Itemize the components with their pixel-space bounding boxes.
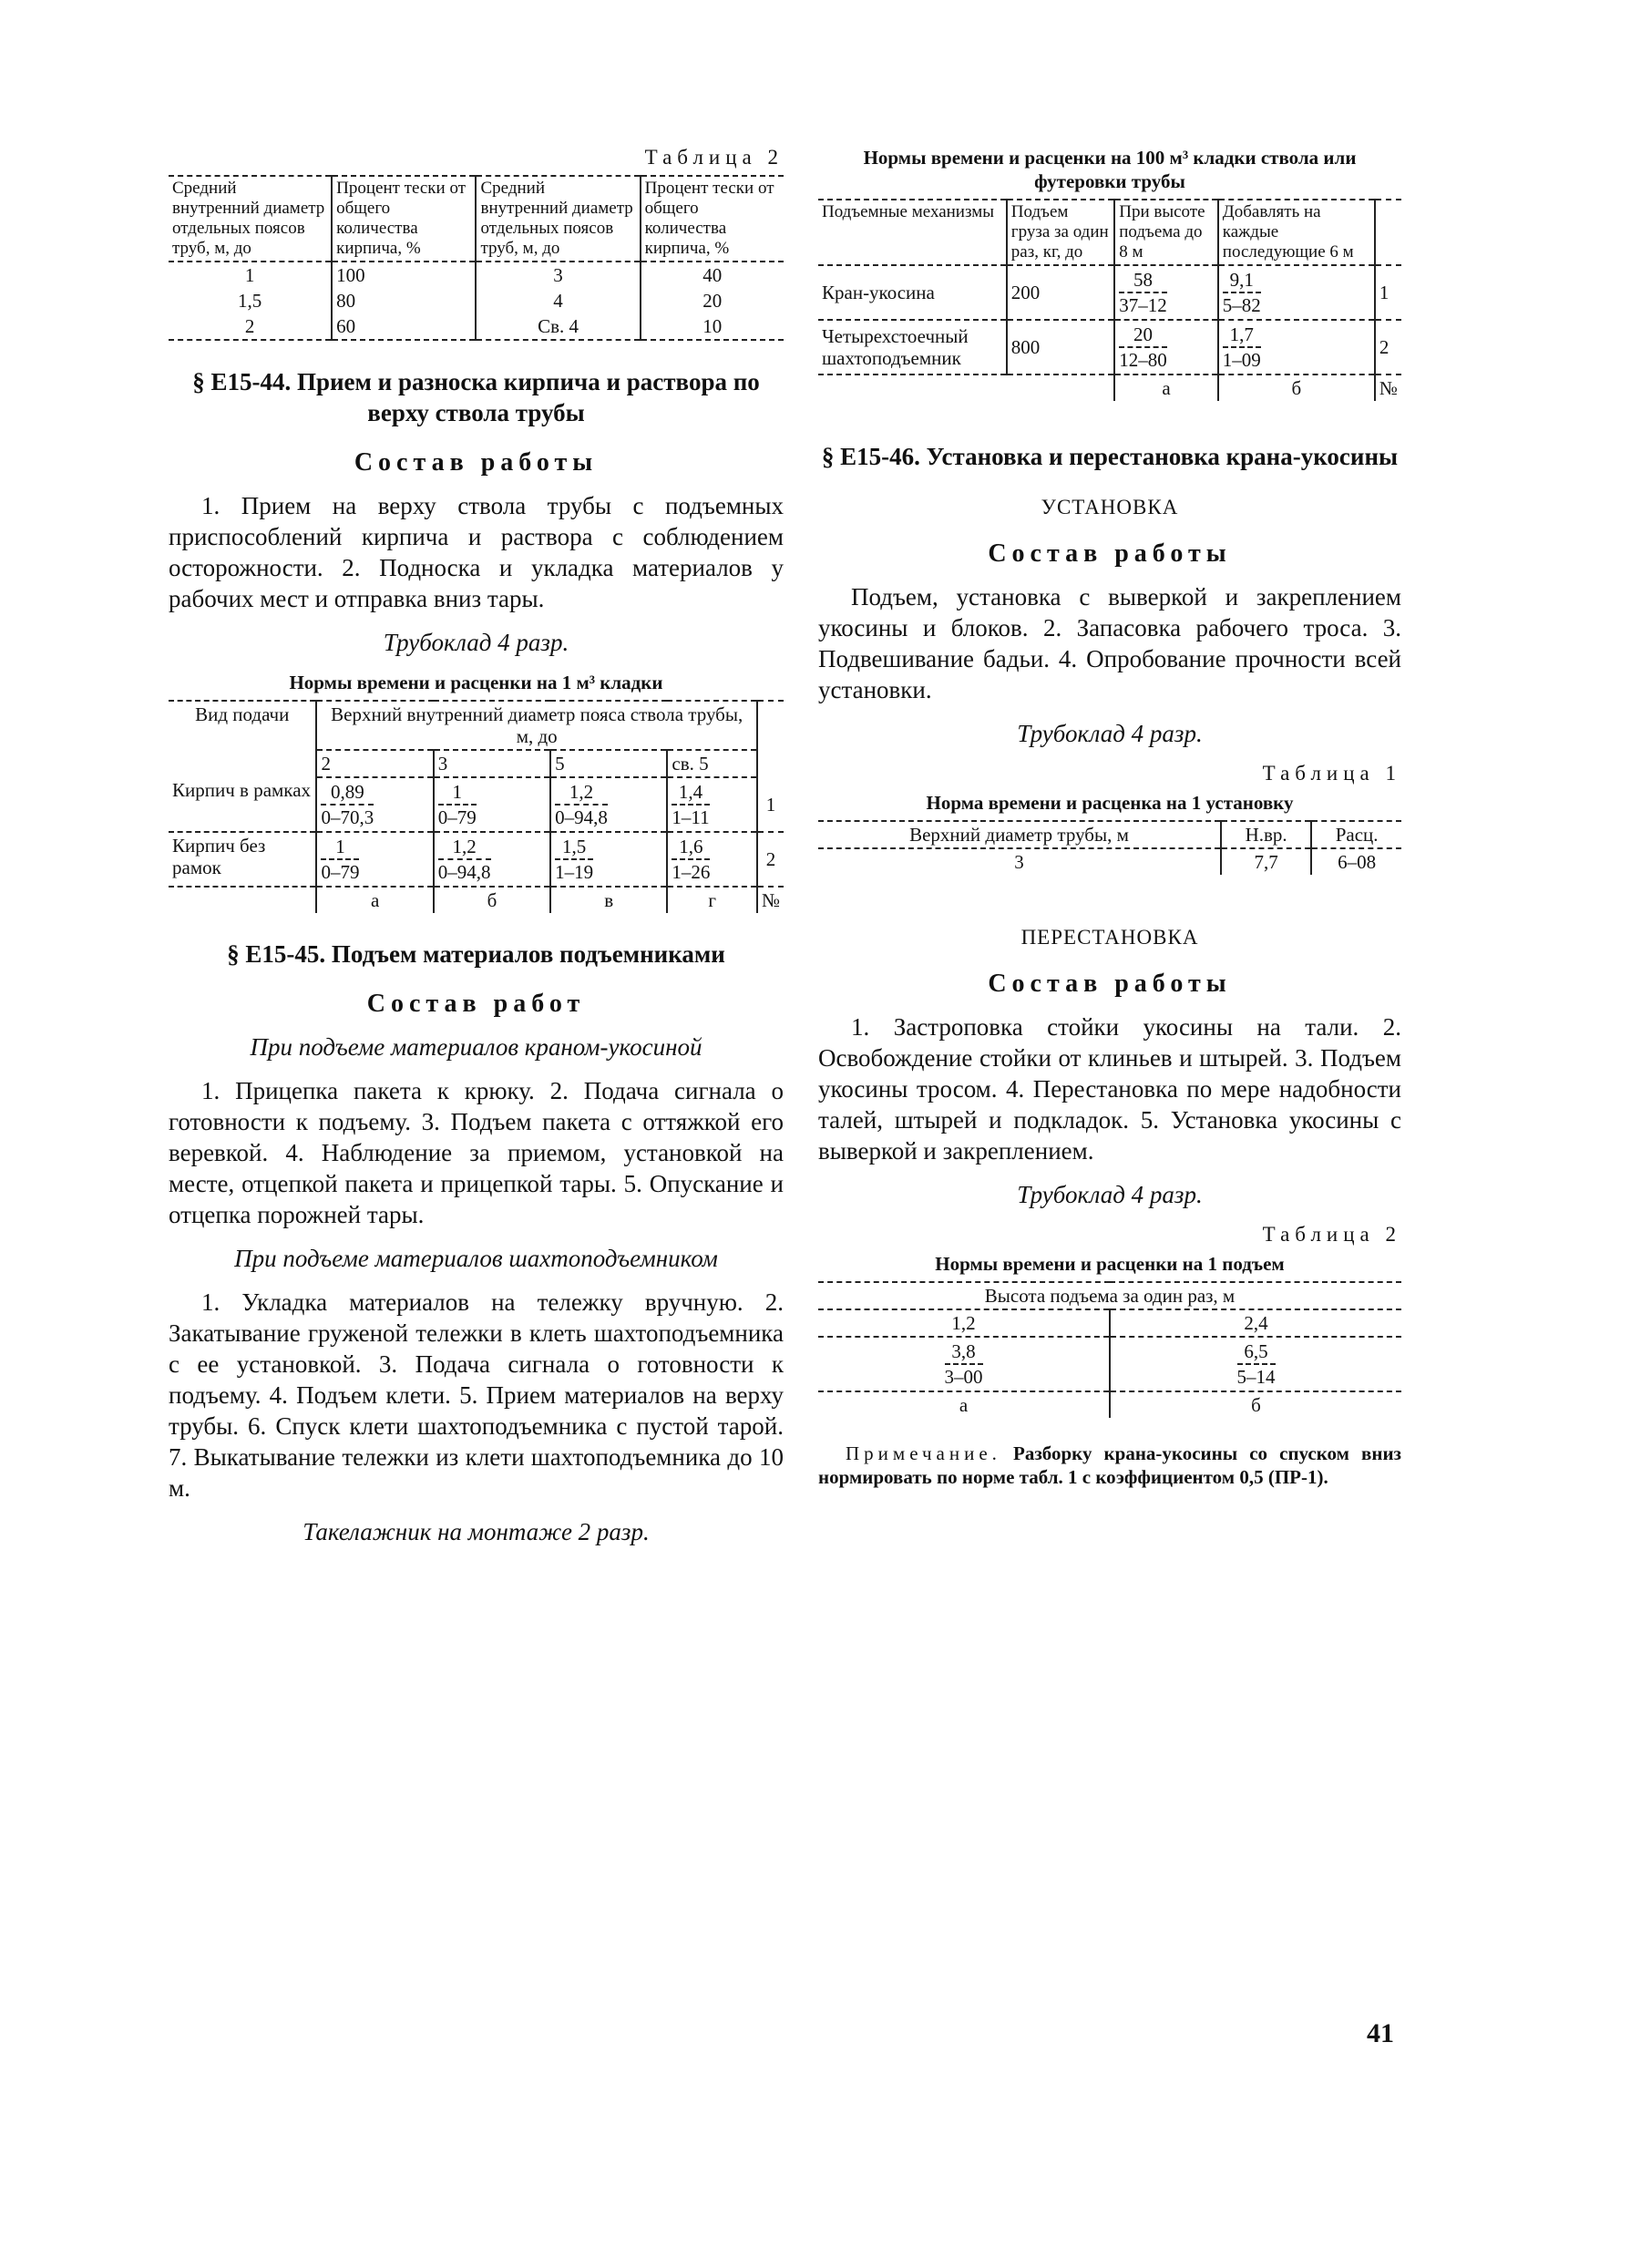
- section-title: § Е15-46. Установка и перестановка крана-укосины: [821, 443, 1399, 470]
- row-number: 1: [1375, 265, 1401, 320]
- column-header: 2,4: [1110, 1309, 1401, 1337]
- table-row: [169, 777, 784, 832]
- paragraph: 1. Прием на верху ствола трубы с подъемных приспособлений кирпича и раствора с соблюдением осторожности. 2. Подноска и укладка материалов у рабочих мест и отправка вниз тары.: [169, 492, 784, 612]
- table-label: Таблица 2: [1262, 1223, 1401, 1246]
- rate-value: 0–94,8: [555, 804, 608, 829]
- table-caption: Норма времени и расценка на 1 установку: [926, 792, 1294, 814]
- table-header-row: [818, 821, 1401, 848]
- column-header: 1,2: [818, 1309, 1110, 1337]
- table-header: Добавлять на каждые последующие 6 м: [1218, 200, 1375, 265]
- rate-value: 0–94,8: [438, 858, 491, 884]
- norm-value: 1,6: [679, 836, 703, 857]
- letter-row: [818, 1391, 1401, 1418]
- norm-value: 1,4: [678, 781, 703, 803]
- letter-row: [169, 887, 784, 913]
- table-cell: Св. 4: [476, 313, 640, 340]
- row-number: 1: [757, 777, 784, 832]
- norm-value: 1: [452, 781, 463, 803]
- column-letter: б: [1218, 375, 1375, 401]
- paragraph: Подъем, установка с выверкой и закреплением укосины и блоков. 2. Запасовка рабочего троса. 3. Подвешивание бадьи. 4. Опробование прочности всей установки.: [818, 583, 1401, 703]
- subsection-caps: УСТАНОВКА: [1041, 496, 1179, 518]
- column-letter: а: [316, 887, 433, 913]
- table-header-row: [818, 1282, 1401, 1309]
- table-label: Таблица 2: [644, 146, 784, 169]
- table-header: Подъемные механизмы: [818, 200, 1007, 265]
- table-header: Средний внутренний диаметр отдельных поясов труб, м, до: [169, 176, 332, 262]
- rate-value: 1–09: [1223, 346, 1261, 372]
- subsection-heading: Состав работы: [354, 448, 599, 477]
- column-header: св. 5: [667, 750, 757, 777]
- table-row: [818, 320, 1401, 375]
- table-header: Верхний внутренний диаметр пояса ствола трубы, м, до: [316, 701, 756, 750]
- rate-value: 37–12: [1119, 292, 1167, 317]
- table-row: [818, 1337, 1401, 1391]
- rate-value: 3–00: [945, 1363, 983, 1389]
- table-row: [169, 262, 784, 288]
- table-header: При высоте подъема до 8 м: [1114, 200, 1218, 265]
- column-letter: №: [1375, 375, 1401, 401]
- row-label: Кран-укосина: [818, 265, 1007, 320]
- row-label: Кирпич без рамок: [169, 832, 316, 887]
- table-cell: 40: [641, 262, 784, 288]
- table-cell: 80: [332, 288, 476, 313]
- paragraph: 1. Прицепка пакета к крюку. 2. Подача сигнала о готовности к подъему. 3. Подъем пакета с оттяжкой его веревкой. 4. Наблюдение за приемом, установкой на месте, отцепкой пакета и прицепкой тары. 5. Опускание и отцепка порожней тары.: [169, 1077, 784, 1228]
- column-header: 3: [434, 750, 550, 777]
- letter-row: [818, 375, 1401, 401]
- norm-value: 1,2: [452, 836, 477, 857]
- page-number: 41: [1367, 2018, 1394, 2048]
- table-cell: 10: [641, 313, 784, 340]
- worker-grade: Такелажник на монтаже 2 разр.: [303, 1518, 650, 1545]
- table-cell: 200: [1007, 265, 1114, 320]
- row-label: Кирпич в рамках: [169, 777, 316, 832]
- table-caption: Нормы времени и расценки на 1 м³ кладки: [289, 672, 663, 693]
- table-caption: Нормы времени и расценки на 100 м³ кладки ствола или футеровки трубы: [863, 147, 1357, 192]
- norm-value: 0,89: [330, 781, 364, 803]
- paragraph: 1. Застроповка стойки укосины на тали. 2. Освобождение стойки от клиньев и штырей. 3. Подъем укосины тросом. 4. Перестановка по мере надобности талей, штырей и подкладок. 5. Установка укосины с выверкой и закреплением.: [818, 1013, 1401, 1165]
- column-letter: б: [1110, 1391, 1401, 1418]
- norm-value: 1,2: [569, 781, 594, 803]
- table-cell: 6–08: [1311, 848, 1401, 875]
- table-cell: 4: [476, 288, 640, 313]
- subsection-subtitle: При подъеме материалов шахтоподъемником: [234, 1245, 718, 1272]
- subsection-subtitle: При подъеме материалов краном-укосиной: [250, 1033, 702, 1061]
- norm-value: 1,5: [561, 836, 587, 857]
- row-number: 2: [757, 832, 784, 887]
- table-caption: Нормы времени и расценки на 1 подъем: [935, 1253, 1285, 1275]
- table-cell: 2: [169, 313, 332, 340]
- rate-value: 5–14: [1237, 1363, 1276, 1389]
- column-letter: №: [757, 887, 784, 913]
- table-row: [818, 265, 1401, 320]
- table-cell: 100: [332, 262, 476, 288]
- table-header: Процент тески от общего количества кирпича, %: [332, 176, 476, 262]
- install-norm-table: [818, 820, 1401, 875]
- table-cell: 1: [244, 264, 255, 286]
- table-header: Вид подачи: [169, 701, 316, 777]
- column-letter: а: [959, 1394, 969, 1416]
- row-label: Четырехстоечный шахтоподъемник: [818, 320, 1007, 375]
- norm-value: 20: [1133, 323, 1153, 345]
- table-cell: 20: [641, 288, 784, 313]
- lift-height-table: [818, 1281, 1401, 1418]
- brick-tesk-table: [169, 175, 784, 341]
- rate-value: 12–80: [1119, 346, 1167, 372]
- table-row: [169, 313, 784, 340]
- table-cell: 60: [332, 313, 476, 340]
- table-header: Средний внутренний диаметр отдельных поясов труб, м, до: [476, 176, 640, 262]
- rate-value: 1–19: [555, 858, 593, 884]
- table-header: Расц.: [1311, 821, 1401, 848]
- rate-value: 0–79: [438, 804, 477, 829]
- subsection-caps: ПЕРЕСТАНОВКА: [1020, 926, 1199, 949]
- note-label: Примечание.: [846, 1442, 1001, 1464]
- column-letter: в: [550, 887, 667, 913]
- table-cell: 800: [1007, 320, 1114, 375]
- section-title: § Е15-45. Подъем материалов подъемниками: [227, 940, 725, 968]
- rate-value: 0–79: [321, 858, 359, 884]
- worker-grade: Трубоклад 4 разр.: [1017, 1181, 1203, 1208]
- table-header: Н.вр.: [1221, 821, 1311, 848]
- worker-grade: Трубоклад 4 разр.: [1017, 720, 1203, 747]
- paragraph: 1. Укладка материалов на тележку вручную. 2. Закатывание груженой тележки в клеть шахтоподъемника с ее установкой. 3. Подача сигнала о готовности к подъему. 4. Подъем клети. 5. Прием материалов на верху трубы. 6. Спуск клети шахтоподъемника с пустой тарой. 7. Выкатывание тележки из клети шахтоподъемника до 10 м.: [169, 1288, 784, 1502]
- column-header: 2: [316, 750, 433, 777]
- norm-value: 1,7: [1229, 323, 1254, 345]
- rate-value: 1–26: [672, 858, 710, 884]
- table-label: Таблица 1: [1262, 762, 1401, 785]
- subsection-heading: Состав работы: [988, 970, 1232, 998]
- worker-grade: Трубоклад 4 разр.: [383, 629, 569, 656]
- table-row: [169, 832, 784, 887]
- column-letter: б: [434, 887, 550, 913]
- right-column: [818, 146, 1401, 1508]
- lift-norm-table: [818, 199, 1401, 401]
- subsection-heading: Состав работы: [988, 539, 1232, 568]
- brick-feed-norm-table: [169, 700, 784, 913]
- subsection-heading: Состав работ: [366, 990, 586, 1018]
- norm-value: 3,8: [951, 1340, 976, 1362]
- left-column: [169, 146, 784, 1560]
- column-header: 5: [550, 750, 667, 777]
- table-header-row: [818, 200, 1401, 265]
- rate-value: 5–82: [1223, 292, 1261, 317]
- norm-value: 9,1: [1229, 269, 1254, 291]
- table-row: [169, 288, 784, 313]
- table-row: [818, 1309, 1401, 1337]
- norm-value: 58: [1133, 269, 1153, 291]
- table-header: Процент тески от общего количества кирпича, %: [641, 176, 784, 262]
- rate-value: 1–11: [672, 804, 709, 829]
- norm-value: 6,5: [1244, 1340, 1268, 1362]
- table-cell: 3: [476, 262, 640, 288]
- rate-value: 0–70,3: [321, 804, 374, 829]
- column-letter: а: [1114, 375, 1218, 401]
- table-header-row: [169, 701, 784, 750]
- column-letter: г: [667, 887, 757, 913]
- norm-value: 1: [335, 836, 345, 857]
- table-cell: 7,7: [1221, 848, 1311, 875]
- table-row: [818, 848, 1401, 875]
- section-title: § Е15-44. Прием и разноска кирпича и раствора по верху ствола трубы: [192, 368, 760, 426]
- footnote: [818, 1442, 1401, 1489]
- note-text: Разборку крана-укосины со спуском вниз нормировать по норме табл. 1 с коэффициентом 0,5 (ПР-1).: [818, 1442, 1401, 1488]
- table-header: Высота подъема за один раз, м: [818, 1282, 1401, 1309]
- table-cell: 1,5: [237, 290, 262, 312]
- row-number: 2: [1375, 320, 1401, 375]
- table-header: Подъем груза за один раз, кг, до: [1007, 200, 1114, 265]
- table-header: Верхний диаметр трубы, м: [818, 821, 1221, 848]
- table-cell: 3: [1014, 851, 1024, 873]
